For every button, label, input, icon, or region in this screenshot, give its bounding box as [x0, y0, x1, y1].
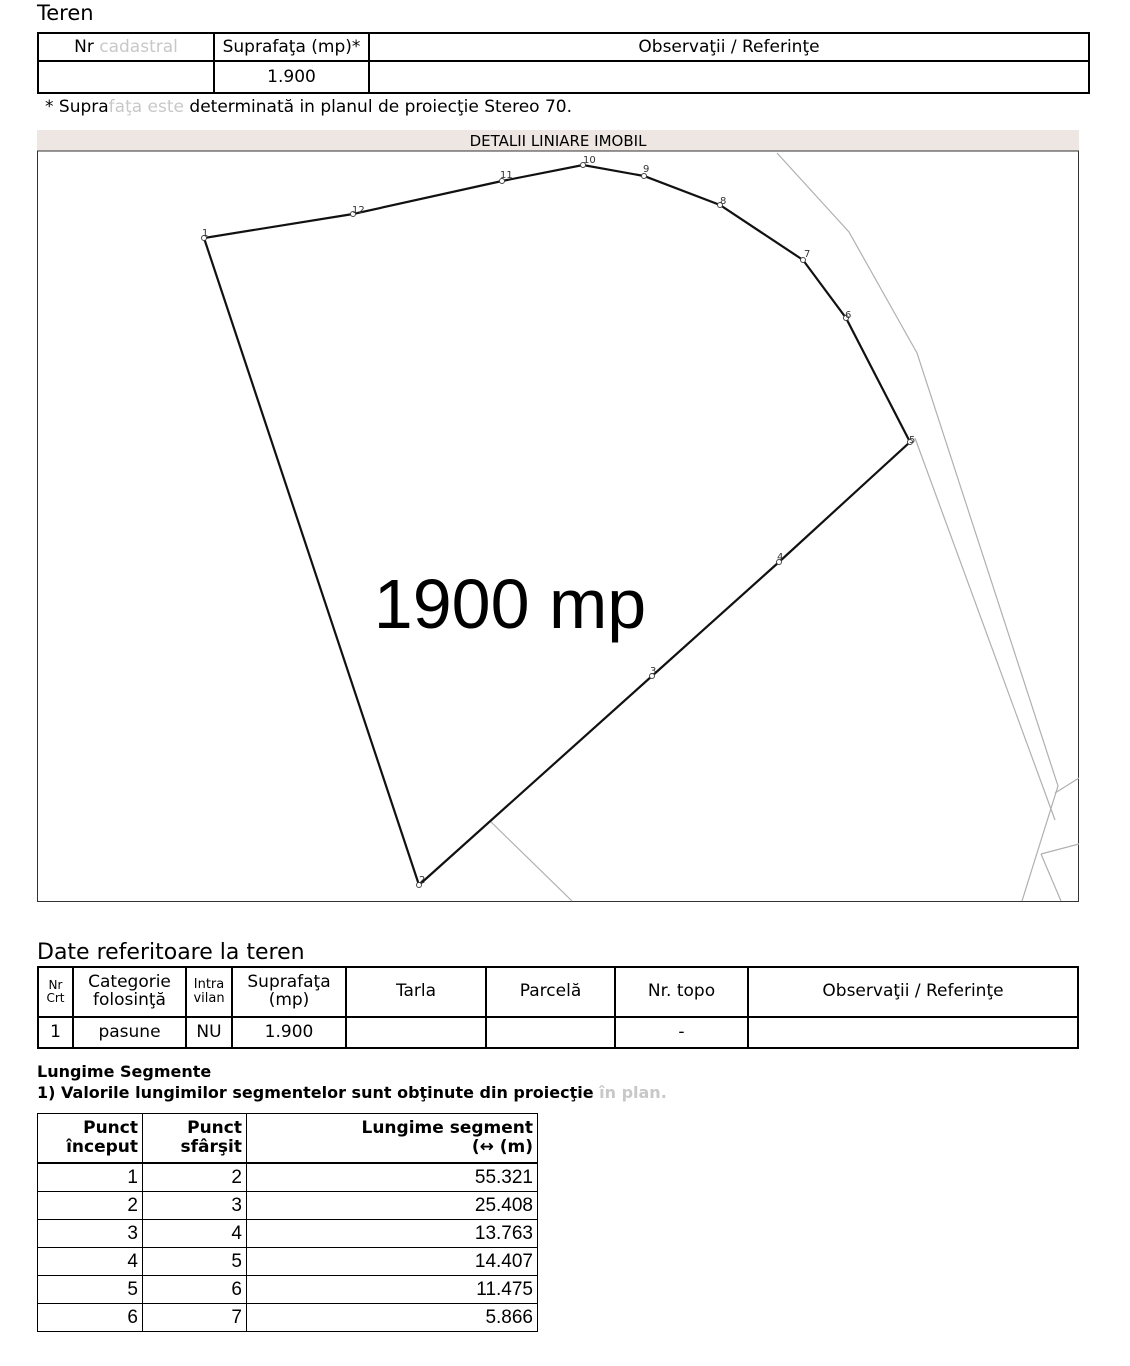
cell-nr: 1	[38, 1017, 73, 1048]
header-punct-sfarsit: Punct sfârşit	[143, 1114, 247, 1164]
seg-end: 4	[143, 1220, 247, 1248]
seg-end: 7	[143, 1304, 247, 1332]
seg-length: 5.866	[247, 1304, 538, 1332]
seg-start: 4	[38, 1248, 143, 1276]
header-intravilan: Intra vilan	[186, 967, 232, 1017]
parcel-plan	[37, 130, 1079, 902]
table-row	[38, 1304, 538, 1332]
seg-end: 3	[143, 1192, 247, 1220]
header-nr-crt: Nr Crt	[38, 967, 73, 1017]
parcel-boundary	[204, 165, 910, 885]
vertex-label-9: 9	[643, 164, 650, 175]
seg-start: 6	[38, 1304, 143, 1332]
table-row	[38, 1248, 538, 1276]
seg-start: 1	[38, 1163, 143, 1192]
seg-length: 13.763	[247, 1220, 538, 1248]
seg-start: 5	[38, 1276, 143, 1304]
vertex-label-10: 10	[583, 155, 596, 166]
vertex-label-5: 5	[909, 435, 916, 446]
teren-footnote: * Suprafaţa este determinată in planul de proiecţie Stereo 70.	[45, 97, 573, 117]
teren-table	[37, 32, 1090, 94]
teren-suprafata: 1.900	[214, 61, 369, 93]
cell-suprafata: 1.900	[232, 1017, 346, 1048]
segmente-note: 1) Valorile lungimilor segmentelor sunt obţinute din proiecţie în plan.	[37, 1083, 667, 1102]
cell-parcela	[486, 1017, 615, 1048]
cell-observatii	[748, 1017, 1078, 1048]
seg-length: 11.475	[247, 1276, 538, 1304]
plan-header: DETALII LINIARE IMOBIL	[469, 132, 647, 150]
segmente-title: Lungime Segmente	[37, 1062, 212, 1081]
vertex-markers	[202, 163, 916, 888]
vertex-label-12: 12	[352, 205, 365, 216]
segmente-table	[37, 1113, 538, 1332]
seg-length: 25.408	[247, 1192, 538, 1220]
cell-categorie: pasune	[73, 1017, 186, 1048]
vertex-label-4: 4	[777, 552, 784, 563]
neighbor-boundaries	[490, 153, 1079, 901]
teren-header-nr-cadastral: Nr cadastral	[38, 33, 214, 61]
plan-frame	[38, 151, 1079, 902]
teren-nr-cadastral	[38, 61, 214, 93]
seg-length: 55.321	[247, 1163, 538, 1192]
table-row	[38, 1017, 1078, 1048]
seg-length: 14.407	[247, 1248, 538, 1276]
date-teren-title: Date referitoare la teren	[37, 940, 305, 965]
table-row	[38, 1276, 538, 1304]
vertex-label-8: 8	[720, 196, 727, 207]
header-nr-topo: Nr. topo	[615, 967, 748, 1017]
teren-title: Teren	[37, 1, 94, 25]
header-tarla: Tarla	[346, 967, 486, 1017]
cell-nr-topo: -	[615, 1017, 748, 1048]
vertex-label-7: 7	[804, 249, 811, 260]
vertex-label-3: 3	[650, 666, 657, 677]
seg-end: 2	[143, 1163, 247, 1192]
header-parcela: Parcelă	[486, 967, 615, 1017]
header-observatii: Observaţii / Referinţe	[748, 967, 1078, 1017]
teren-header-observatii: Observaţii / Referinţe	[369, 33, 1089, 61]
table-row	[38, 1192, 538, 1220]
table-row	[38, 1220, 538, 1248]
header-punct-inceput: Punct început	[38, 1114, 143, 1164]
vertex-label-11: 11	[500, 170, 513, 181]
teren-observatii	[369, 61, 1089, 93]
cell-tarla	[346, 1017, 486, 1048]
vertex-label-1: 1	[202, 228, 209, 239]
vertex-label-2: 2	[419, 875, 426, 886]
seg-start: 3	[38, 1220, 143, 1248]
table-row	[38, 1163, 538, 1192]
seg-end: 5	[143, 1248, 247, 1276]
header-lungime: Lungime segment (↔ (m)	[247, 1114, 538, 1164]
cell-intravilan: NU	[186, 1017, 232, 1048]
area-label: 1900 mp	[373, 565, 647, 643]
date-teren-table	[37, 966, 1079, 1049]
header-suprafata: Suprafaţa (mp)	[232, 967, 346, 1017]
seg-start: 2	[38, 1192, 143, 1220]
vertex-label-6: 6	[845, 310, 852, 321]
teren-header-suprafata: Suprafaţa (mp)*	[214, 33, 369, 61]
seg-end: 6	[143, 1276, 247, 1304]
header-categorie: Categorie folosinţă	[73, 967, 186, 1017]
